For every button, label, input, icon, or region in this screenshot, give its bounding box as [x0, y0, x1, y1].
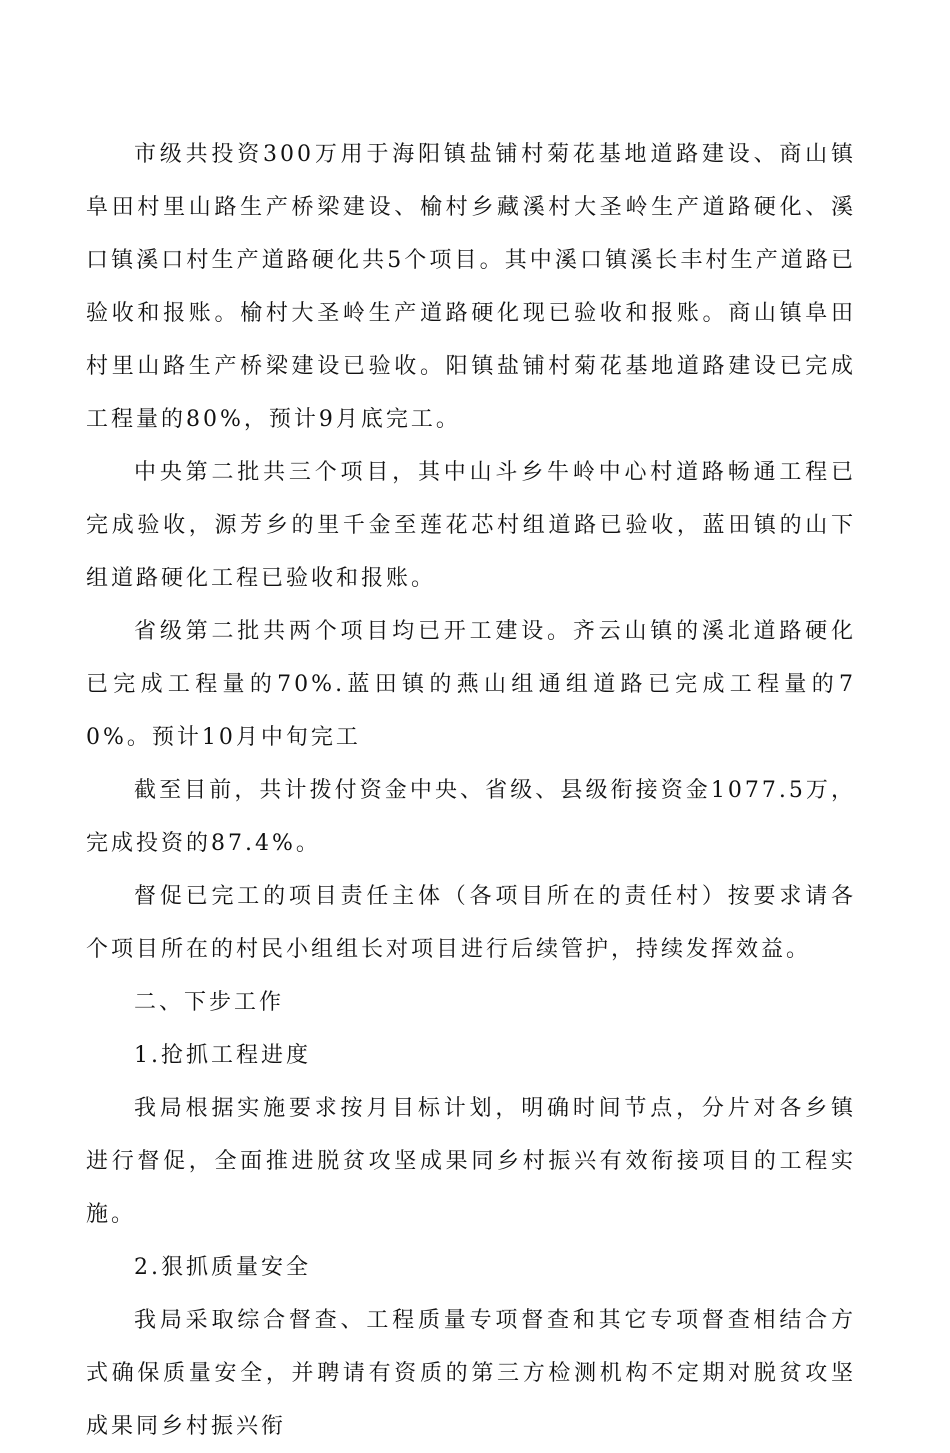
subheading-progress: 1.抢抓工程进度: [134, 1043, 311, 1068]
paragraph-maintenance: 督促已完工的项目责任主体（各项目所在的责任村）按要求请各个项目所在的村民小组组长对项目进行后续管护，持续发挥效益。: [86, 884, 856, 962]
document-body: [86, 128, 856, 1453]
subheading-quality-safety: 2.狠抓质量安全: [134, 1255, 311, 1280]
paragraph-provincial-second-batch: 省级第二批共两个项目均已开工建设。齐云山镇的溪北道路硬化已完成工程量的70%.蓝田镇的燕山组通组道路已完成工程量的70%。预计10月中旬完工: [86, 619, 856, 750]
paragraph-quality-safety: 我局采取综合督查、工程质量专项督查和其它专项督查相结合方式确保质量安全，并聘请有资质的第三方检测机构不定期对脱贫攻坚成果同乡村振兴衔: [86, 1308, 856, 1439]
paragraph-funds-allocated: 截至目前，共计拨付资金中央、省级、县级衔接资金1077.5万，完成投资的87.4%。: [86, 778, 856, 856]
paragraph-progress: 我局根据实施要求按月目标计划，明确时间节点，分片对各乡镇进行督促，全面推进脱贫攻坚成果同乡村振兴有效衔接项目的工程实施。: [86, 1096, 856, 1227]
section-heading-next-steps: 二、下步工作: [134, 990, 285, 1015]
paragraph-central-second-batch: 中央第二批共三个项目，其中山斗乡牛岭中心村道路畅通工程已完成验收，源芳乡的里千金至莲花芯村组道路已验收，蓝田镇的山下组道路硬化工程已验收和报账。: [86, 460, 856, 591]
paragraph-city-funds: 市级共投资300万用于海阳镇盐铺村菊花基地道路建设、商山镇阜田村里山路生产桥梁建设、榆村乡藏溪村大圣岭生产道路硬化、溪口镇溪口村生产道路硬化共5个项目。其中溪口镇溪长丰村生产道路已验收和报账。榆村大圣岭生产道路硬化现已验收和报账。商山镇阜田村里山路生产桥梁建设已验收。阳镇盐铺村菊花基地道路建设已完成工程量的80%，预计9月底完工。: [86, 142, 856, 432]
